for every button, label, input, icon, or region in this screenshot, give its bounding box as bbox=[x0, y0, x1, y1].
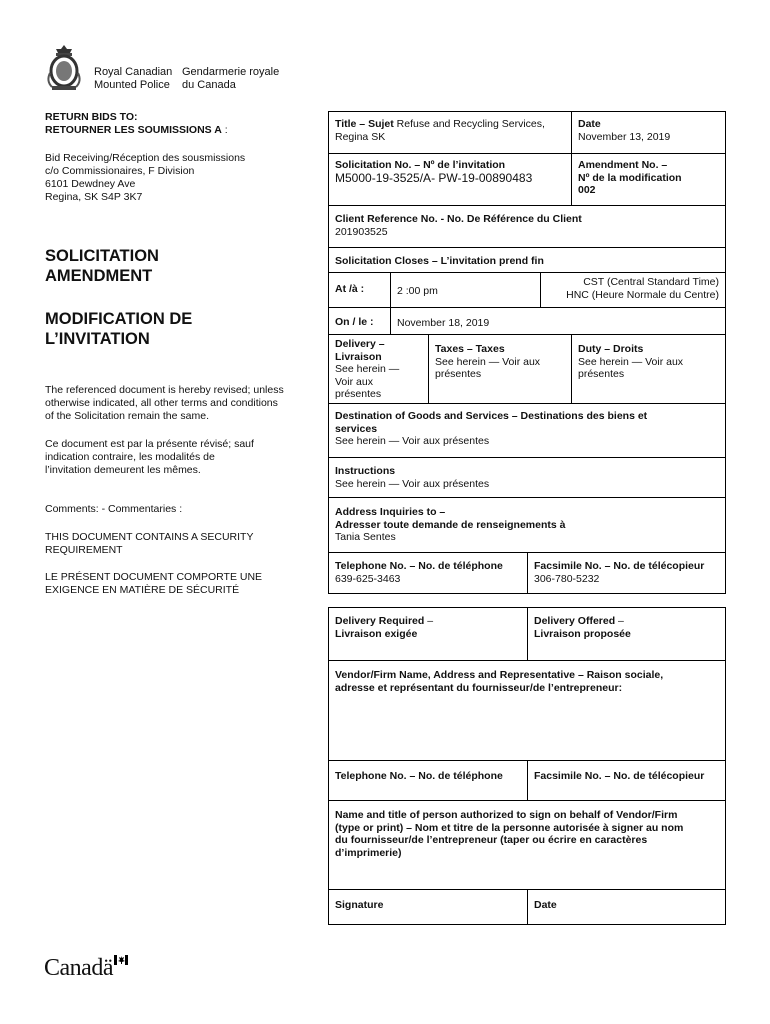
security-en-line: THIS DOCUMENT CONTAINS A SECURITY bbox=[45, 531, 254, 543]
delivery-label-1: Delivery – bbox=[335, 338, 385, 350]
return-bids-fr-suffix: : bbox=[221, 124, 228, 136]
divider bbox=[328, 800, 726, 801]
flag-icon bbox=[114, 955, 128, 965]
revised-notice-en bbox=[45, 384, 307, 423]
delivery-offered-label-fr: Livraison proposée bbox=[534, 627, 631, 640]
inquiries-field bbox=[329, 503, 725, 547]
at-label: At /à : bbox=[335, 283, 365, 295]
revised-en-line: The referenced document is hereby revised; unless bbox=[45, 384, 284, 396]
divider bbox=[328, 660, 726, 661]
amendment-label-2: Nº de la modification bbox=[578, 171, 682, 184]
fax-label: Facsimile No. – No. de télécopieur bbox=[534, 560, 705, 572]
agency-name bbox=[94, 66, 279, 92]
timezone bbox=[541, 273, 725, 304]
inquiries-value: Tania Sentes bbox=[335, 531, 396, 543]
security-notice-fr bbox=[45, 571, 307, 597]
signer-label-line: d’imprimerie) bbox=[335, 846, 402, 859]
destination-value: See herein — Voir aux présentes bbox=[335, 435, 490, 447]
security-notice-en bbox=[45, 531, 307, 557]
phone-value: 639-625-3463 bbox=[335, 572, 401, 585]
title-fr-line: L’INVITATION bbox=[45, 330, 150, 348]
duty-value-line: See herein — Voir aux bbox=[578, 355, 684, 368]
instructions-label: Instructions bbox=[335, 465, 396, 477]
signer-label-line: du fournisseur/de l’entrepreneur (taper ou écrire en caractères bbox=[335, 834, 648, 846]
instructions-field bbox=[329, 462, 725, 493]
address-line: 6101 Dewdney Ave bbox=[45, 178, 136, 190]
title-label: Title – Sujet bbox=[335, 118, 394, 130]
title-en-line: AMENDMENT bbox=[45, 267, 153, 285]
title-fr-line: MODIFICATION DE bbox=[45, 310, 193, 328]
destination-label-line: services bbox=[335, 422, 378, 435]
destination-field bbox=[329, 407, 725, 451]
amendment-number-field bbox=[572, 156, 726, 200]
delivery-label-2: Livraison bbox=[335, 350, 382, 363]
on-label: On / le : bbox=[335, 316, 374, 328]
rcmp-crest-icon bbox=[44, 43, 84, 93]
revised-notice-fr bbox=[45, 438, 307, 477]
divider bbox=[328, 457, 726, 458]
delivery-required-label-fr: Livraison exigée bbox=[335, 627, 418, 640]
revised-fr-line: indication contraire, les modalités de bbox=[45, 451, 215, 463]
return-bids-en: RETURN BIDS TO: bbox=[45, 111, 138, 123]
agency-en-line-2: Mounted Police bbox=[94, 79, 170, 91]
at-value: 2 :00 pm bbox=[397, 285, 438, 297]
solicitation-number-field bbox=[329, 156, 571, 187]
divider bbox=[328, 497, 726, 498]
delivery-required-field[interactable] bbox=[329, 612, 527, 643]
duty-value-line: présentes bbox=[578, 368, 625, 380]
canada-wordmark bbox=[44, 955, 134, 985]
return-bids-heading bbox=[45, 111, 307, 137]
signer-label-line: (type or print) – Nom et titre de la personne autorisée à signer au nom bbox=[335, 821, 684, 834]
revised-fr-line: l’invitation demeurent les mêmes. bbox=[45, 464, 201, 476]
security-fr-line: EXIGENCE EN MATIÈRE DE SÉCURITÉ bbox=[45, 584, 240, 596]
divider bbox=[328, 307, 726, 308]
timezone-fr: HNC (Heure Normale du Centre) bbox=[566, 288, 719, 301]
taxes-value-line: See herein — Voir aux bbox=[435, 355, 541, 368]
revised-fr-line: Ce document est par la présente révisé; sauf bbox=[45, 438, 254, 450]
title-field bbox=[329, 115, 571, 146]
instructions-value: See herein — Voir aux présentes bbox=[335, 477, 490, 490]
date-field bbox=[572, 115, 726, 146]
vendor-name-field[interactable] bbox=[329, 666, 725, 697]
canada-wordmark-text: Canadä bbox=[44, 955, 113, 981]
delivery-required-label: Delivery Required bbox=[335, 615, 425, 627]
divider bbox=[328, 247, 726, 248]
date-value: November 13, 2019 bbox=[578, 130, 671, 143]
taxes-value-line: présentes bbox=[435, 368, 482, 380]
signature-field[interactable]: Signature bbox=[335, 899, 384, 911]
dash: – bbox=[615, 615, 624, 627]
address-line: Regina, SK S4P 3K7 bbox=[45, 191, 143, 203]
delivery-offered-label: Delivery Offered bbox=[534, 615, 616, 627]
signature-date-field[interactable]: Date bbox=[534, 899, 557, 911]
delivery-value-line: présentes bbox=[335, 388, 382, 400]
delivery-field bbox=[329, 335, 427, 404]
return-address bbox=[45, 152, 307, 204]
fax-value: 306-780-5232 bbox=[534, 572, 600, 585]
delivery-value-line: Voir aux bbox=[335, 375, 373, 388]
solicitation-label: Solicitation No. – Nº de l’invitation bbox=[335, 159, 506, 171]
delivery-offered-field[interactable] bbox=[528, 612, 726, 643]
signer-label-line: Name and title of person authorized to sign on behalf of Vendor/Firm bbox=[335, 809, 678, 821]
duty-field bbox=[572, 340, 726, 384]
client-ref-value: 201903525 bbox=[335, 225, 388, 238]
solicitation-value: M5000-19-3525/A- PW-19-00890483 bbox=[335, 170, 533, 185]
delivery-value-line: See herein — bbox=[335, 363, 400, 375]
security-fr-line: LE PRÉSENT DOCUMENT COMPORTE UNE bbox=[45, 571, 263, 583]
address-line: Bid Receiving/Réception des sousmissions bbox=[45, 152, 246, 164]
date-label: Date bbox=[578, 118, 601, 130]
inquiries-label-2: Adresser toute demande de renseignements à bbox=[335, 518, 566, 531]
client-ref-label: Client Reference No. - No. De Référence du Client bbox=[335, 213, 582, 225]
destination-label-line: Destination of Goods and Services – Destinations des biens et bbox=[335, 410, 648, 422]
timezone-en: CST (Central Standard Time) bbox=[583, 276, 719, 288]
amendment-value: 002 bbox=[578, 184, 596, 196]
taxes-field bbox=[429, 340, 571, 384]
amendment-label-1: Amendment No. – bbox=[578, 159, 668, 171]
vendor-facsimile-field[interactable]: Facsimile No. – No. de télécopieur bbox=[534, 770, 705, 782]
title-value: Refuse and Recycling Services, bbox=[393, 118, 545, 130]
agency-fr-line-2: du Canada bbox=[182, 79, 236, 91]
dash: – bbox=[424, 615, 434, 627]
vendor-telephone-field[interactable]: Telephone No. – No. de téléphone bbox=[335, 770, 503, 782]
security-en-line: REQUIREMENT bbox=[45, 544, 123, 556]
title-value-line-2: Regina SK bbox=[335, 130, 386, 143]
vendor-label-line: Vendor/Firm Name, Address and Representative – Raison sociale, bbox=[335, 669, 664, 681]
authorized-signer-field[interactable] bbox=[329, 806, 725, 862]
divider bbox=[328, 205, 726, 206]
closes-label: Solicitation Closes – L’invitation prend fin bbox=[335, 255, 544, 267]
revised-en-line: of the Solicitation remain the same. bbox=[45, 410, 210, 422]
agency-fr-line-1: Gendarmerie royale bbox=[182, 66, 280, 78]
agency-en-line-1: Royal Canadian bbox=[94, 66, 173, 78]
inquiries-label-1: Address Inquiries to – bbox=[335, 506, 446, 518]
divider bbox=[328, 153, 726, 154]
taxes-label: Taxes – Taxes bbox=[435, 343, 505, 355]
return-bids-fr: RETOURNER LES SOUMISSIONS A bbox=[45, 124, 222, 136]
telephone-field bbox=[329, 557, 527, 588]
vendor-label-line: adresse et représentant du fournisseur/de l’entrepreneur: bbox=[335, 681, 623, 694]
comments-label: Comments: - Commentaries : bbox=[45, 503, 183, 515]
on-value: November 18, 2019 bbox=[397, 317, 490, 329]
revised-en-line: otherwise indicated, all other terms and conditions bbox=[45, 397, 278, 409]
document-title-fr bbox=[45, 309, 307, 349]
phone-label: Telephone No. – No. de téléphone bbox=[335, 560, 503, 572]
address-line: c/o Commissionaires, F Division bbox=[45, 165, 195, 177]
facsimile-field bbox=[528, 557, 726, 588]
title-en-line: SOLICITATION bbox=[45, 247, 159, 265]
document-title-en bbox=[45, 246, 307, 286]
client-reference-field bbox=[329, 210, 725, 241]
duty-label: Duty – Droits bbox=[578, 343, 644, 355]
